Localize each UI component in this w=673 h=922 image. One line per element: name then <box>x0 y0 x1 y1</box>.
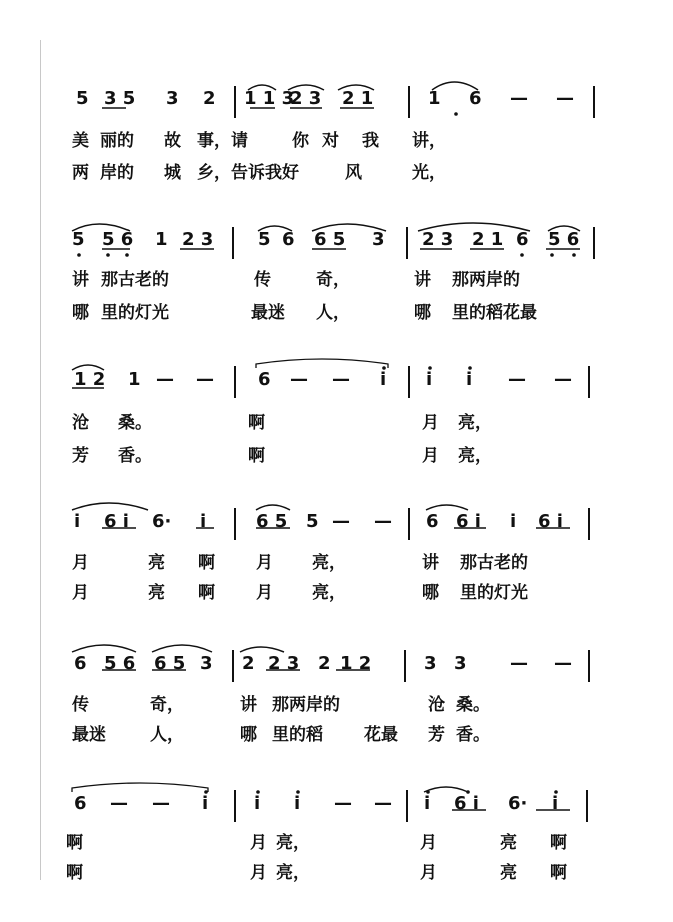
lyric: 乡，告诉我好 <box>197 163 299 183</box>
note: 6 <box>74 793 87 814</box>
lyric: 啊 <box>66 833 83 853</box>
note: 2 3 <box>182 229 214 250</box>
note: 6· <box>152 511 172 532</box>
lyric: 里的稻花最 <box>452 303 537 323</box>
note: 3 <box>200 653 213 674</box>
lyric: 哪 <box>240 725 257 745</box>
note: 1 2 <box>74 369 106 390</box>
music-system-6 <box>0 782 673 922</box>
barline <box>408 86 410 118</box>
note: i <box>254 793 261 814</box>
lyric: 花最 <box>364 725 398 745</box>
note-dash: — <box>554 653 572 674</box>
lyric: 香。 <box>118 446 152 466</box>
lyric: 人， <box>150 725 184 745</box>
note: 5 <box>72 229 85 250</box>
lyric: 亮， <box>312 553 346 573</box>
lyric: 月 <box>420 863 437 883</box>
note: 3 <box>166 88 179 109</box>
note: 6 i <box>454 793 479 814</box>
lyrics-row-2 <box>0 158 673 188</box>
note-dash: — <box>332 511 350 532</box>
note: 5 <box>306 511 319 532</box>
note: 6 <box>258 369 271 390</box>
lyric: 那两岸的 <box>272 695 340 715</box>
notes-row <box>0 793 673 823</box>
lyrics-row-2 <box>0 720 673 750</box>
lyric: 讲 <box>72 270 89 290</box>
lyric: 最迷 <box>251 303 285 323</box>
lyric: 啊 <box>198 583 215 603</box>
barline <box>232 227 234 259</box>
lyrics-row-1 <box>0 690 673 720</box>
barline <box>406 790 408 822</box>
lyric: 讲， <box>412 131 446 151</box>
lyric: 讲 <box>240 695 257 715</box>
lyric: 亮， <box>458 413 492 433</box>
note: 2 <box>318 653 331 674</box>
lyric: 那古老的 <box>460 553 528 573</box>
lyric: 啊 <box>66 863 83 883</box>
lyrics-row-1 <box>0 828 673 858</box>
music-system-1 <box>0 70 673 210</box>
lyric: 讲 <box>414 270 431 290</box>
notes-row <box>0 88 673 118</box>
barline <box>234 366 236 398</box>
note: 6 i <box>538 511 563 532</box>
barline <box>406 227 408 259</box>
note-dash: — <box>508 369 526 390</box>
note: 1 <box>155 229 168 250</box>
lyric: 亮， <box>276 863 310 883</box>
note: i <box>510 511 517 532</box>
note: 3 5 <box>104 88 136 109</box>
note: 2 1 <box>472 229 504 250</box>
lyric: 丽的 <box>100 131 134 151</box>
note: 6 i <box>456 511 481 532</box>
lyric: 月 <box>422 446 439 466</box>
lyrics-row-2 <box>0 298 673 328</box>
lyric: 月 <box>250 863 267 883</box>
lyric: 奇， <box>316 270 350 290</box>
lyric: 岸的 <box>100 163 134 183</box>
note-dash: — <box>374 793 392 814</box>
lyric: 亮， <box>276 833 310 853</box>
note: i <box>202 793 209 814</box>
music-system-5 <box>0 642 673 782</box>
lyric: 城 <box>164 163 181 183</box>
note: 5 6 <box>548 229 580 250</box>
note: 5 <box>76 88 89 109</box>
note-dash: — <box>196 369 214 390</box>
lyric: 月 <box>72 583 89 603</box>
note: 5 6 <box>102 229 134 250</box>
lyric: 亮 <box>148 553 165 573</box>
lyric: 哪 <box>422 583 439 603</box>
lyric: 我 <box>362 131 379 151</box>
lyric: 里的灯光 <box>101 303 169 323</box>
note-dash: — <box>510 653 528 674</box>
lyric: 月 <box>72 553 89 573</box>
note: 1 <box>428 88 441 109</box>
lyric: 亮， <box>312 583 346 603</box>
lyric: 月 <box>256 583 273 603</box>
note-dash: — <box>332 369 350 390</box>
lyric: 芳 <box>428 725 445 745</box>
lyrics-row-1 <box>0 408 673 438</box>
lyrics-row-1 <box>0 265 673 295</box>
lyric: 啊 <box>550 833 567 853</box>
lyric: 那两岸的 <box>452 270 520 290</box>
lyric: 月 <box>256 553 273 573</box>
note-dash: — <box>374 511 392 532</box>
music-system-2 <box>0 215 673 355</box>
note: 3 <box>454 653 467 674</box>
lyric: 啊 <box>248 446 265 466</box>
lyric: 奇， <box>150 695 184 715</box>
lyric: 亮 <box>500 863 517 883</box>
barline <box>593 86 595 118</box>
barline <box>588 366 590 398</box>
note-dash: — <box>110 793 128 814</box>
note: 2 <box>242 653 255 674</box>
note: 2 3 <box>268 653 300 674</box>
barline <box>586 790 588 822</box>
lyric: 传 <box>254 270 271 290</box>
note-dash: — <box>290 369 308 390</box>
lyric: 你 <box>292 131 309 151</box>
lyric: 啊 <box>550 863 567 883</box>
note: i <box>200 511 207 532</box>
barline <box>234 86 236 118</box>
note: i <box>74 511 81 532</box>
lyric: 月 <box>422 413 439 433</box>
barline <box>232 650 234 682</box>
barline <box>234 508 236 540</box>
note-dash: — <box>334 793 352 814</box>
note: i <box>426 369 433 390</box>
lyric: 风 <box>345 163 362 183</box>
note: 6 i <box>104 511 129 532</box>
lyric: 亮 <box>148 583 165 603</box>
lyric: 啊 <box>198 553 215 573</box>
lyrics-row-1 <box>0 548 673 578</box>
lyric: 香。 <box>456 725 490 745</box>
lyric: 哪 <box>414 303 431 323</box>
barline <box>593 227 595 259</box>
notes-row <box>0 369 673 399</box>
note: 5 6 <box>104 653 136 674</box>
note: 6 <box>282 229 295 250</box>
note-dash: — <box>156 369 174 390</box>
barline <box>408 366 410 398</box>
barline <box>408 508 410 540</box>
lyrics-row-2 <box>0 578 673 608</box>
lyric: 亮 <box>500 833 517 853</box>
note: 6 <box>426 511 439 532</box>
barline <box>234 790 236 822</box>
barline <box>588 508 590 540</box>
lyric: 讲 <box>422 553 439 573</box>
lyric: 哪 <box>72 303 89 323</box>
lyrics-row-2 <box>0 858 673 888</box>
note: 2 <box>203 88 216 109</box>
lyric: 对 <box>322 131 339 151</box>
note: i <box>466 369 473 390</box>
lyric: 里的稻 <box>272 725 323 745</box>
lyric: 芳 <box>72 446 89 466</box>
note: i <box>552 793 559 814</box>
music-system-4 <box>0 500 673 640</box>
note-dash: — <box>510 88 528 109</box>
note: i <box>424 793 431 814</box>
note: 6 5 <box>314 229 346 250</box>
note: 6 <box>516 229 529 250</box>
lyric: 月 <box>420 833 437 853</box>
note: 6 <box>74 653 87 674</box>
lyric: 光， <box>412 163 446 183</box>
lyrics-row-1 <box>0 126 673 156</box>
lyric: 事，请 <box>197 131 248 151</box>
music-system-3 <box>0 358 673 498</box>
note: 1 <box>128 369 141 390</box>
note: 1 1 3 <box>244 88 295 109</box>
lyric: 里的灯光 <box>460 583 528 603</box>
note: 6· <box>508 793 528 814</box>
lyric: 桑。 <box>118 413 152 433</box>
lyric: 沧 <box>428 695 445 715</box>
lyric: 故 <box>164 131 181 151</box>
lyric: 月 <box>250 833 267 853</box>
lyric: 亮， <box>458 446 492 466</box>
lyric: 沧 <box>72 413 89 433</box>
note: 3 <box>372 229 385 250</box>
notes-row <box>0 511 673 541</box>
barline <box>404 650 406 682</box>
note: 6 5 <box>154 653 186 674</box>
note: i <box>294 793 301 814</box>
notes-row <box>0 229 673 259</box>
note: 6 <box>469 88 482 109</box>
lyric: 最迷 <box>72 725 106 745</box>
lyric: 桑。 <box>456 695 490 715</box>
barline <box>588 650 590 682</box>
lyric: 啊 <box>248 413 265 433</box>
note-dash: — <box>554 369 572 390</box>
notes-row <box>0 653 673 683</box>
note: 2 3 <box>290 88 322 109</box>
note: 1 2 <box>340 653 372 674</box>
lyric: 美 <box>72 131 89 151</box>
lyrics-row-2 <box>0 441 673 471</box>
note: 3 <box>424 653 437 674</box>
note: i <box>380 369 387 390</box>
note: 2 3 <box>422 229 454 250</box>
lyric: 传 <box>72 695 89 715</box>
lyric: 两 <box>72 163 89 183</box>
lyric: 那古老的 <box>101 270 169 290</box>
note: 5 <box>258 229 271 250</box>
note-dash: — <box>556 88 574 109</box>
lyric: 人， <box>316 303 350 323</box>
note: 2 1 <box>342 88 374 109</box>
note-dash: — <box>152 793 170 814</box>
note: 6 5 <box>256 511 288 532</box>
